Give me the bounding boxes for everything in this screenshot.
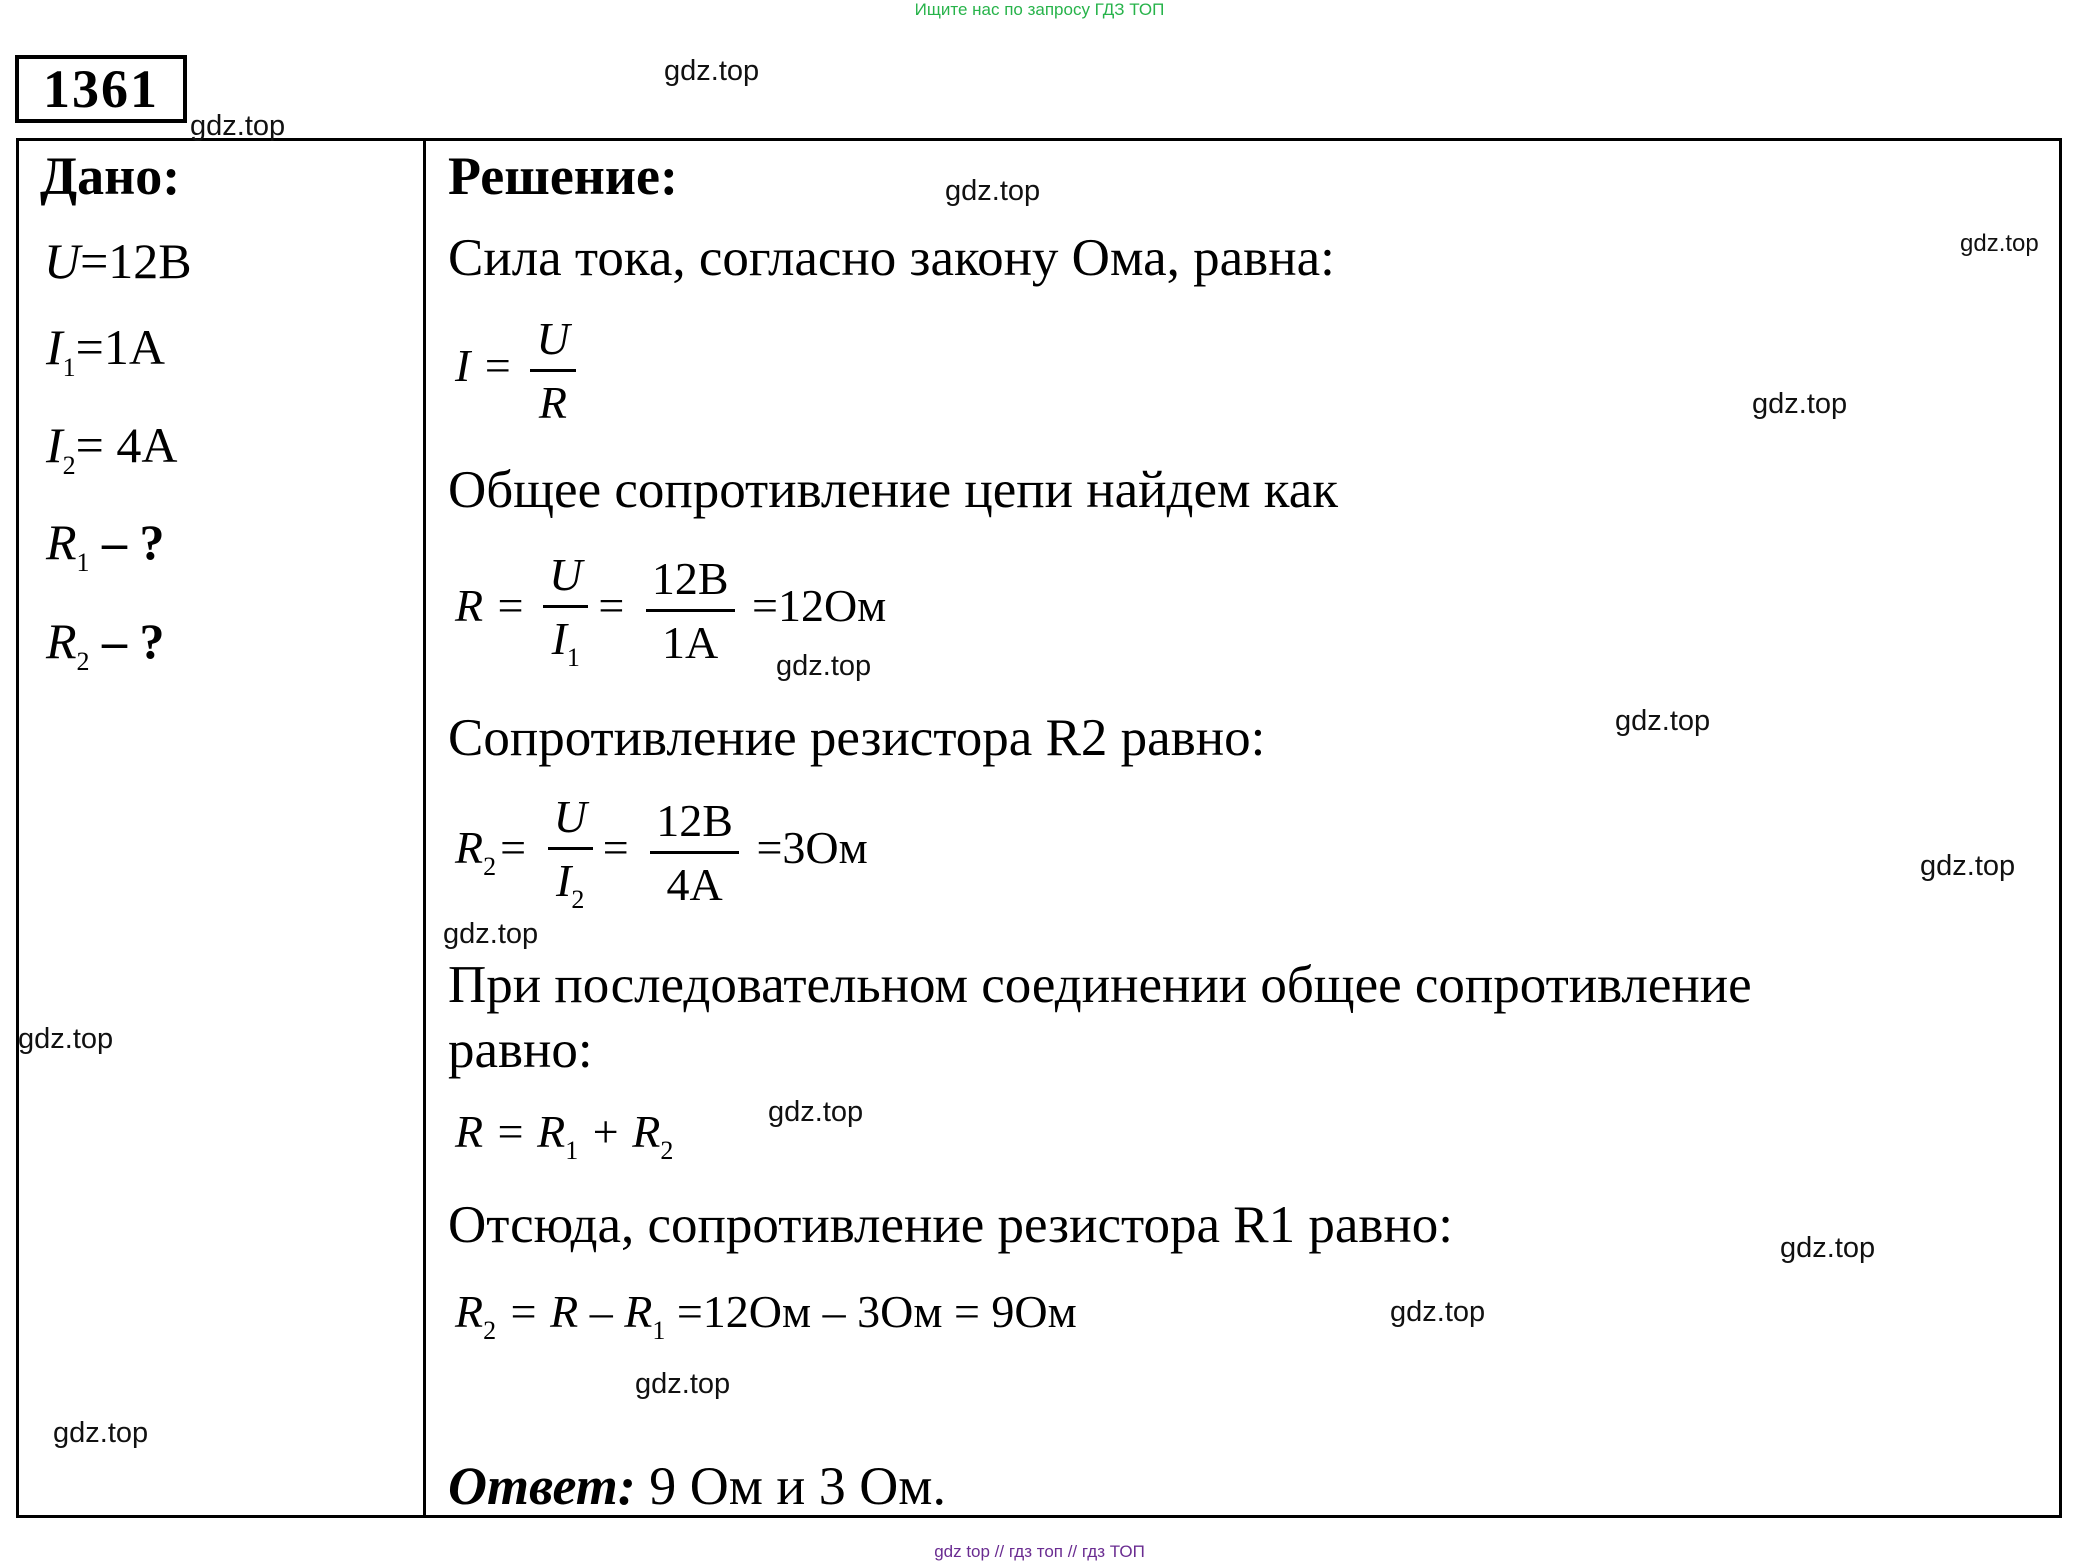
subscript: 2 — [483, 1316, 497, 1345]
footer-links: gdz top // гдз топ // гдз ТОП — [934, 1542, 1145, 1561]
watermark: gdz.top — [1960, 230, 2039, 257]
denominator — [548, 850, 593, 915]
watermark: gdz.top — [53, 1417, 149, 1449]
answer-label: Ответ: — [448, 1456, 636, 1516]
denominator: R — [538, 377, 568, 428]
equals-sign: = — [602, 822, 629, 874]
unknown-r2 — [46, 612, 165, 677]
subscript: 2 — [62, 451, 76, 480]
watermark: gdz.top — [776, 650, 872, 682]
formula-ohms-law — [455, 312, 582, 429]
watermark: gdz.top — [1780, 1232, 1876, 1264]
symbol: I — [46, 417, 63, 473]
value: =1A — [75, 319, 165, 375]
question: – ? — [102, 514, 165, 570]
denominator — [543, 608, 588, 673]
equals-sign: = — [598, 580, 625, 632]
watermark: gdz.top — [635, 1368, 731, 1400]
symbol: R — [46, 514, 77, 570]
numerator: 12B — [650, 794, 739, 854]
numerator: U — [530, 312, 575, 372]
middle: + R — [578, 1106, 661, 1157]
text-series-connection-cont: равно: — [448, 1021, 593, 1079]
subscript: 2 — [571, 885, 585, 914]
watermark: gdz.top — [18, 1023, 114, 1055]
numerator: U — [543, 548, 588, 608]
subscript: 1 — [565, 1136, 579, 1165]
problem-number: 1361 — [15, 55, 187, 123]
symbol: I — [46, 319, 63, 375]
subscript: 2 — [660, 1136, 674, 1165]
result: =12Ом — [752, 580, 887, 632]
subscript: 2 — [483, 852, 497, 882]
search-banner: Ищите нас по запросу ГДЗ ТОП — [914, 0, 1165, 19]
equals-sign: = — [500, 822, 527, 874]
formula-series-sum — [455, 1105, 673, 1166]
question: – ? — [102, 613, 165, 669]
answer-text: 9 Ом и 3 Ом. — [635, 1456, 946, 1516]
column-divider — [423, 138, 426, 1518]
symbol: R — [455, 1286, 484, 1337]
symbol: U — [44, 233, 81, 289]
result: =3Ом — [756, 822, 868, 874]
given-current-1 — [46, 318, 165, 383]
watermark: gdz.top — [1752, 388, 1848, 420]
given-voltage — [44, 232, 192, 290]
numerator: 12B — [646, 552, 735, 612]
watermark: gdz.top — [443, 918, 539, 950]
subscript: 1 — [76, 548, 90, 577]
fraction — [548, 790, 593, 915]
value: = 4A — [75, 417, 178, 473]
text-total-resistance: Общее сопротивление цепи найдем как — [448, 461, 1338, 519]
watermark: gdz.top — [1390, 1296, 1486, 1328]
watermark: gdz.top — [190, 110, 286, 142]
text-resistor-r1: Отсюда, сопротивление резистора R1 равно: — [448, 1196, 1453, 1254]
text-series-connection: При последовательном соединении общее сопротивление — [448, 956, 1752, 1014]
lhs: R = R — [455, 1106, 566, 1157]
fraction — [650, 794, 739, 911]
watermark: gdz.top — [1920, 850, 2016, 882]
given-current-2 — [46, 416, 177, 481]
middle: = R – R — [496, 1286, 653, 1337]
watermark: gdz.top — [768, 1096, 864, 1128]
result: =12Ом – 3Ом = 9Ом — [665, 1286, 1077, 1337]
denominator: 4A — [666, 859, 723, 910]
formula-resistor-r1 — [455, 1285, 1077, 1346]
watermark: gdz.top — [945, 175, 1041, 207]
symbol: R — [46, 613, 77, 669]
answer — [448, 1455, 946, 1517]
symbol: I — [556, 855, 572, 906]
fraction — [646, 552, 735, 669]
unknown-r1 — [46, 513, 165, 578]
solution-heading: Решение: — [448, 146, 678, 206]
lhs: I = — [455, 340, 513, 392]
watermark: gdz.top — [1615, 705, 1711, 737]
given-heading: Дано: — [40, 146, 181, 206]
numerator: U — [548, 790, 593, 850]
watermark: gdz.top — [664, 55, 760, 87]
fraction — [530, 312, 575, 429]
subscript: 1 — [62, 353, 76, 382]
subscript: 1 — [652, 1316, 666, 1345]
formula-resistor-r2 — [455, 790, 868, 915]
symbol: R — [455, 822, 484, 874]
subscript: 2 — [76, 647, 90, 676]
lhs: R = — [455, 580, 526, 632]
denominator: 1A — [662, 617, 719, 668]
value: =12B — [80, 233, 192, 289]
symbol: I — [551, 613, 567, 664]
text-resistor-r2: Сопротивление резистора R2 равно: — [448, 709, 1266, 767]
subscript: 1 — [566, 643, 580, 672]
fraction — [543, 548, 588, 673]
text-ohms-law: Сила тока, согласно закону Ома, равна: — [448, 229, 1335, 287]
